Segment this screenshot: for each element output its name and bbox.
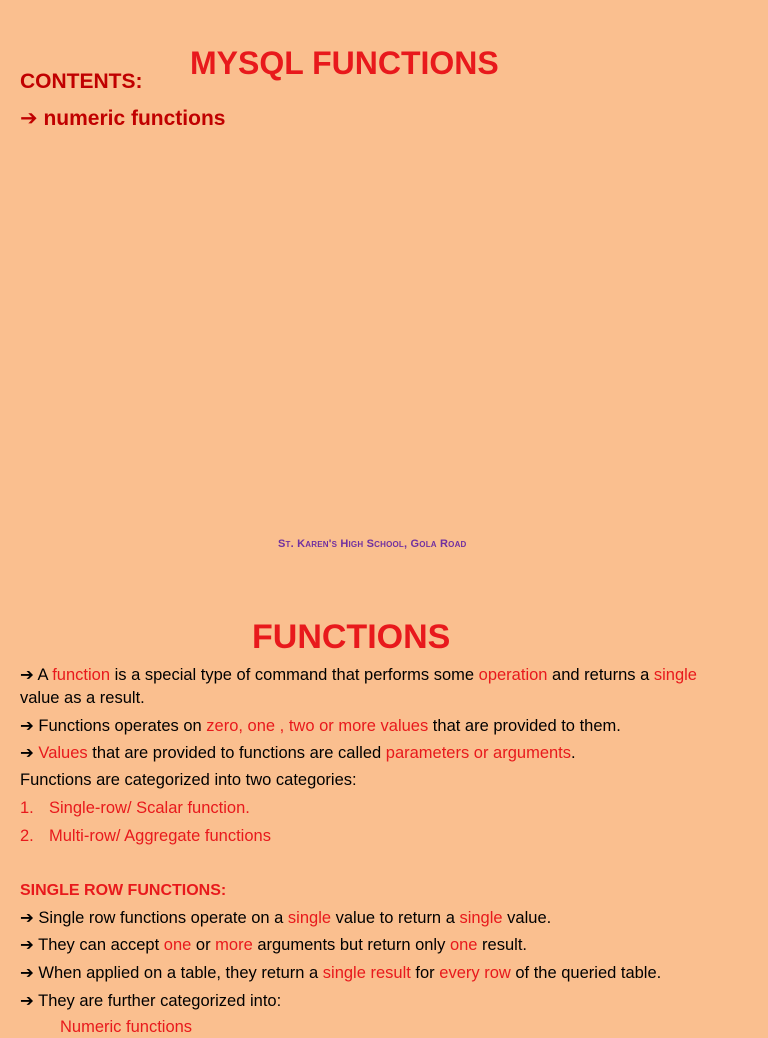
text: . [571, 744, 576, 762]
paragraph-parameters [20, 742, 576, 764]
subcategory-item: Numeric functions [60, 1018, 193, 1036]
text: They can accept [38, 936, 164, 954]
school-footer: St. Karen's High School, Gola Road [278, 538, 467, 550]
highlight-text: single [459, 909, 503, 927]
paragraph-single-row [20, 907, 551, 929]
highlight-text: single [287, 909, 332, 927]
paragraph-table [20, 962, 661, 984]
paragraph-further-categorized [20, 990, 281, 1012]
highlight-text: one [449, 936, 478, 954]
text: They are further categorized into: [33, 992, 282, 1010]
arrow-right-icon: ➔ [20, 908, 34, 927]
highlight-text: every row [439, 964, 511, 982]
text: that are provided to functions are called [87, 744, 386, 762]
section-title: FUNCTIONS [252, 618, 451, 656]
text: of the queried table. [510, 964, 662, 982]
arrow-right-icon: ➔ [20, 665, 34, 684]
highlight-text: parameters or arguments [385, 744, 572, 762]
text: arguments but return only [252, 936, 450, 954]
text: that are provided to them. [428, 717, 621, 735]
highlight-text: single result [322, 964, 411, 982]
single-row-heading: SINGLE ROW FUNCTIONS: [20, 882, 227, 899]
paragraph-continuation: value as a result. [20, 689, 145, 707]
page-title: MYSQL FUNCTIONS [190, 45, 499, 81]
highlight-text: more [215, 936, 253, 954]
arrow-right-icon: ➔ [20, 106, 38, 130]
arrow-right-icon: ➔ [20, 991, 34, 1010]
arrow-right-icon: ➔ [20, 935, 34, 954]
category-item [20, 825, 271, 847]
paragraph-categories-intro: Functions are categorized into two categories: [20, 771, 357, 789]
text: result. [477, 936, 527, 954]
highlight-text: single [653, 666, 697, 684]
highlight-text: function [52, 666, 110, 684]
list-number: 1. [20, 799, 34, 817]
arrow-right-icon: ➔ [20, 743, 34, 762]
text: is a special type of command that performs some [110, 666, 479, 684]
text: and returns a [547, 666, 654, 684]
contents-label: CONTENTS: [20, 70, 143, 93]
text: A [37, 666, 53, 684]
text: or [191, 936, 216, 954]
category-item [20, 797, 250, 819]
paragraph-arguments [20, 934, 527, 956]
highlight-text: Values [38, 744, 88, 762]
text: When applied on a table, they return a [38, 964, 323, 982]
text: Functions operates on [38, 717, 207, 735]
arrow-right-icon: ➔ [20, 716, 34, 735]
list-number: 2. [20, 827, 34, 845]
paragraph-operates-on [20, 715, 621, 737]
highlight-text: operation [478, 666, 548, 684]
paragraph-function-definition [20, 664, 697, 686]
text: value. [502, 909, 552, 927]
category-label: Single-row/ Scalar function. [49, 799, 250, 817]
contents-item-label: numeric functions [43, 107, 226, 130]
highlight-text: one [163, 936, 192, 954]
arrow-right-icon: ➔ [20, 963, 34, 982]
text: value to return a [331, 909, 460, 927]
text: for [410, 964, 440, 982]
text: Single row functions operate on a [38, 909, 288, 927]
highlight-text: zero, one , two or more values [206, 717, 429, 735]
contents-list-item [20, 106, 225, 131]
category-label: Multi-row/ Aggregate functions [49, 827, 271, 845]
